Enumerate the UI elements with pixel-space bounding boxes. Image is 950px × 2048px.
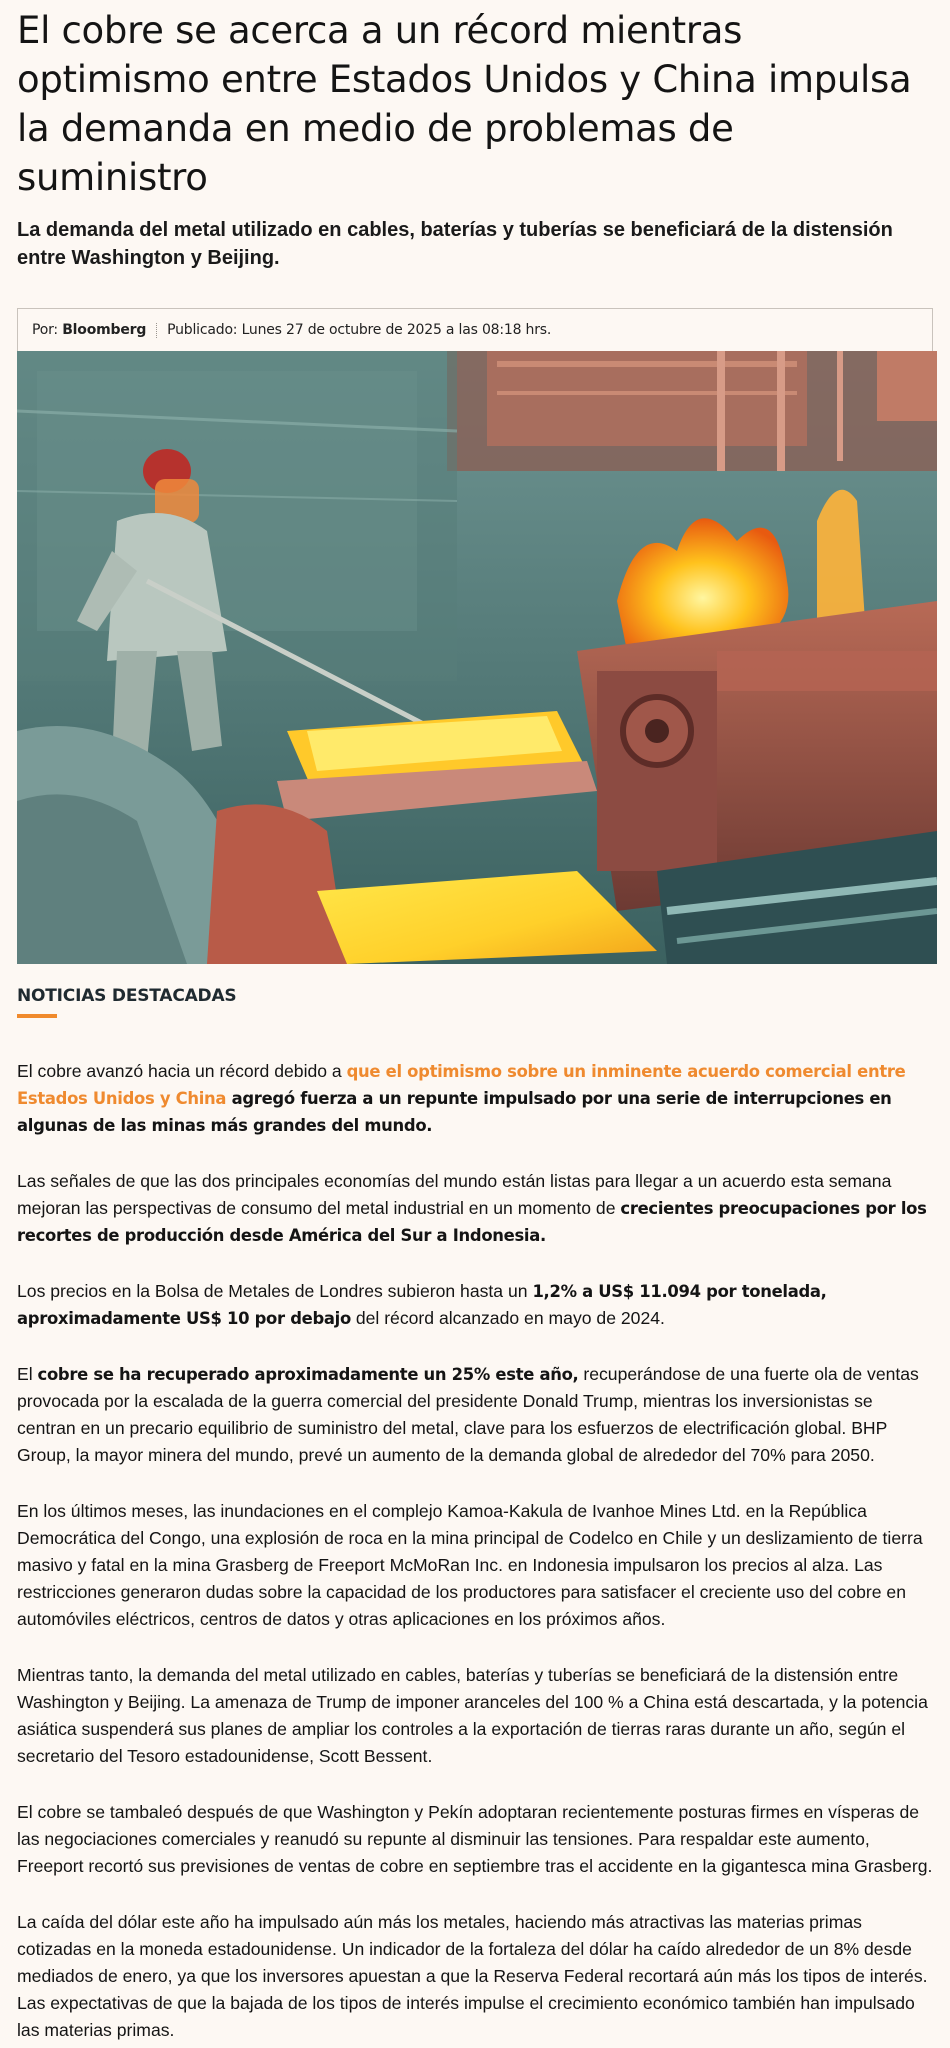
paragraph-bold-text: crecientes preocupaciones por los recortes de producción desde América del Sur a Indonesia. — [17, 1199, 927, 1245]
article-headline: El cobre se acerca a un récord mientras optimismo entre Estados Unidos y China impulsa la demanda en medio de problemas de suministro — [17, 9, 912, 199]
article-paragraph — [17, 1168, 935, 1249]
article-subtitle: La demanda del metal utilizado en cables, baterías y tuberías se beneficiará de la distensión entre Washington y Beijing. — [17, 219, 893, 269]
byline-separator — [156, 323, 157, 338]
article-paragraph — [17, 1058, 935, 1139]
paragraph-bold-text: agregó fuerza a un repunte impulsado por una serie de interrupciones en algunas de las minas más grandes del mundo. — [17, 1089, 892, 1135]
byline-published: Publicado: Lunes 27 de octubre de 2025 a las 08:18 hrs. — [167, 322, 552, 338]
byline-author-name[interactable]: Bloomberg — [62, 322, 147, 338]
article-photo — [17, 351, 937, 964]
copper-smelter-image — [17, 351, 937, 964]
article-paragraph: Mientras tanto, la demanda del metal utilizado en cables, baterías y tuberías se beneficiará de la distensión entre Washington y Beijing. La amenaza de Trump de imponer aranceles del 100 % a China está descartada, y la potencia asiática suspenderá sus planes de ampliar los controles a la exportación de tierras raras durante un año, según el secretario del Tesoro estadounidense, Scott Bessent. — [17, 1665, 928, 1766]
article-paragraph — [17, 1278, 935, 1332]
article-inline-link[interactable]: que el optimismo sobre un inminente acuerdo comercial entre Estados Unidos y China — [17, 1062, 906, 1108]
article-body — [17, 1058, 935, 2044]
paragraph-text: del récord alcanzado en mayo de 2024. — [350, 1308, 665, 1328]
byline-author — [32, 322, 146, 338]
paragraph-text: recuperándose de una fuerte ola de ventas provocada por la escalada de la guerra comercial del presidente Donald Trump, mientras los inversionistas se centran en un precario equilibrio de suministro del metal, clave para los esfuerzos de electrificación global. BHP Group, la mayor minera del mundo, prevé un aumento de la demanda global de alrededor del 70% para 2050. — [17, 1364, 919, 1465]
section-title-underline — [17, 1014, 57, 1018]
section-title: NOTICIAS DESTACADAS — [17, 986, 237, 1006]
paragraph-bold-text: cobre se ha recuperado aproximadamente un 25% este año, — [37, 1365, 579, 1384]
paragraph-text: El cobre avanzó hacia un récord debido a — [17, 1061, 347, 1081]
byline-bar — [17, 308, 933, 351]
article-paragraph — [17, 1361, 935, 1469]
paragraph-text: El — [17, 1364, 38, 1384]
paragraph-text: Los precios en la Bolsa de Metales de Londres subieron hasta un — [17, 1281, 533, 1301]
article-paragraph: En los últimos meses, las inundaciones en el complejo Kamoa-Kakula de Ivanhoe Mines Ltd. en la República Democrática del Congo, una explosión de roca en la mina principal de Codelco en Chile y un deslizamiento de tierra masivo y fatal en la mina Grasberg de Freeport McMoRan Inc. en Indonesia impulsaron los precios al alza. Las restricciones generaron dudas sobre la capacidad de los productores para satisfacer el creciente uso del cobre en automóviles eléctricos, centros de datos y otras aplicaciones en los próximos años. — [17, 1501, 923, 1629]
article-paragraph: La caída del dólar este año ha impulsado aún más los metales, haciendo más atractivas las materias primas cotizadas en la moneda estadounidense. Un indicador de la fortaleza del dólar ha caído alrededor de un 8% desde mediados de enero, ya que los inversores apuestan a que la Reserva Federal recortará aún más los tipos de interés. Las expectativas de que la bajada de los tipos de interés impulse el crecimiento económico también han impulsado las materias primas. — [17, 1912, 928, 2040]
byline-por-label: Por: — [32, 322, 58, 338]
paragraph-bold-text: 1,2% a US$ 11.094 por tonelada, aproximadamente US$ 10 por debajo — [17, 1282, 827, 1328]
paragraph-text: Las señales de que las dos principales economías del mundo están listas para llegar a un acuerdo esta semana mejoran las perspectivas de consumo del metal industrial en un momento de — [17, 1171, 892, 1218]
article-paragraph: El cobre se tambaleó después de que Washington y Pekín adoptaran recientemente posturas firmes en vísperas de las negociaciones comerciales y reanudó su repunte al disminuir las tensiones. Para respaldar este aumento, Freeport recortó sus previsiones de ventas de cobre en septiembre tras el accidente en la gigantesca mina Grasberg. — [17, 1802, 933, 1876]
